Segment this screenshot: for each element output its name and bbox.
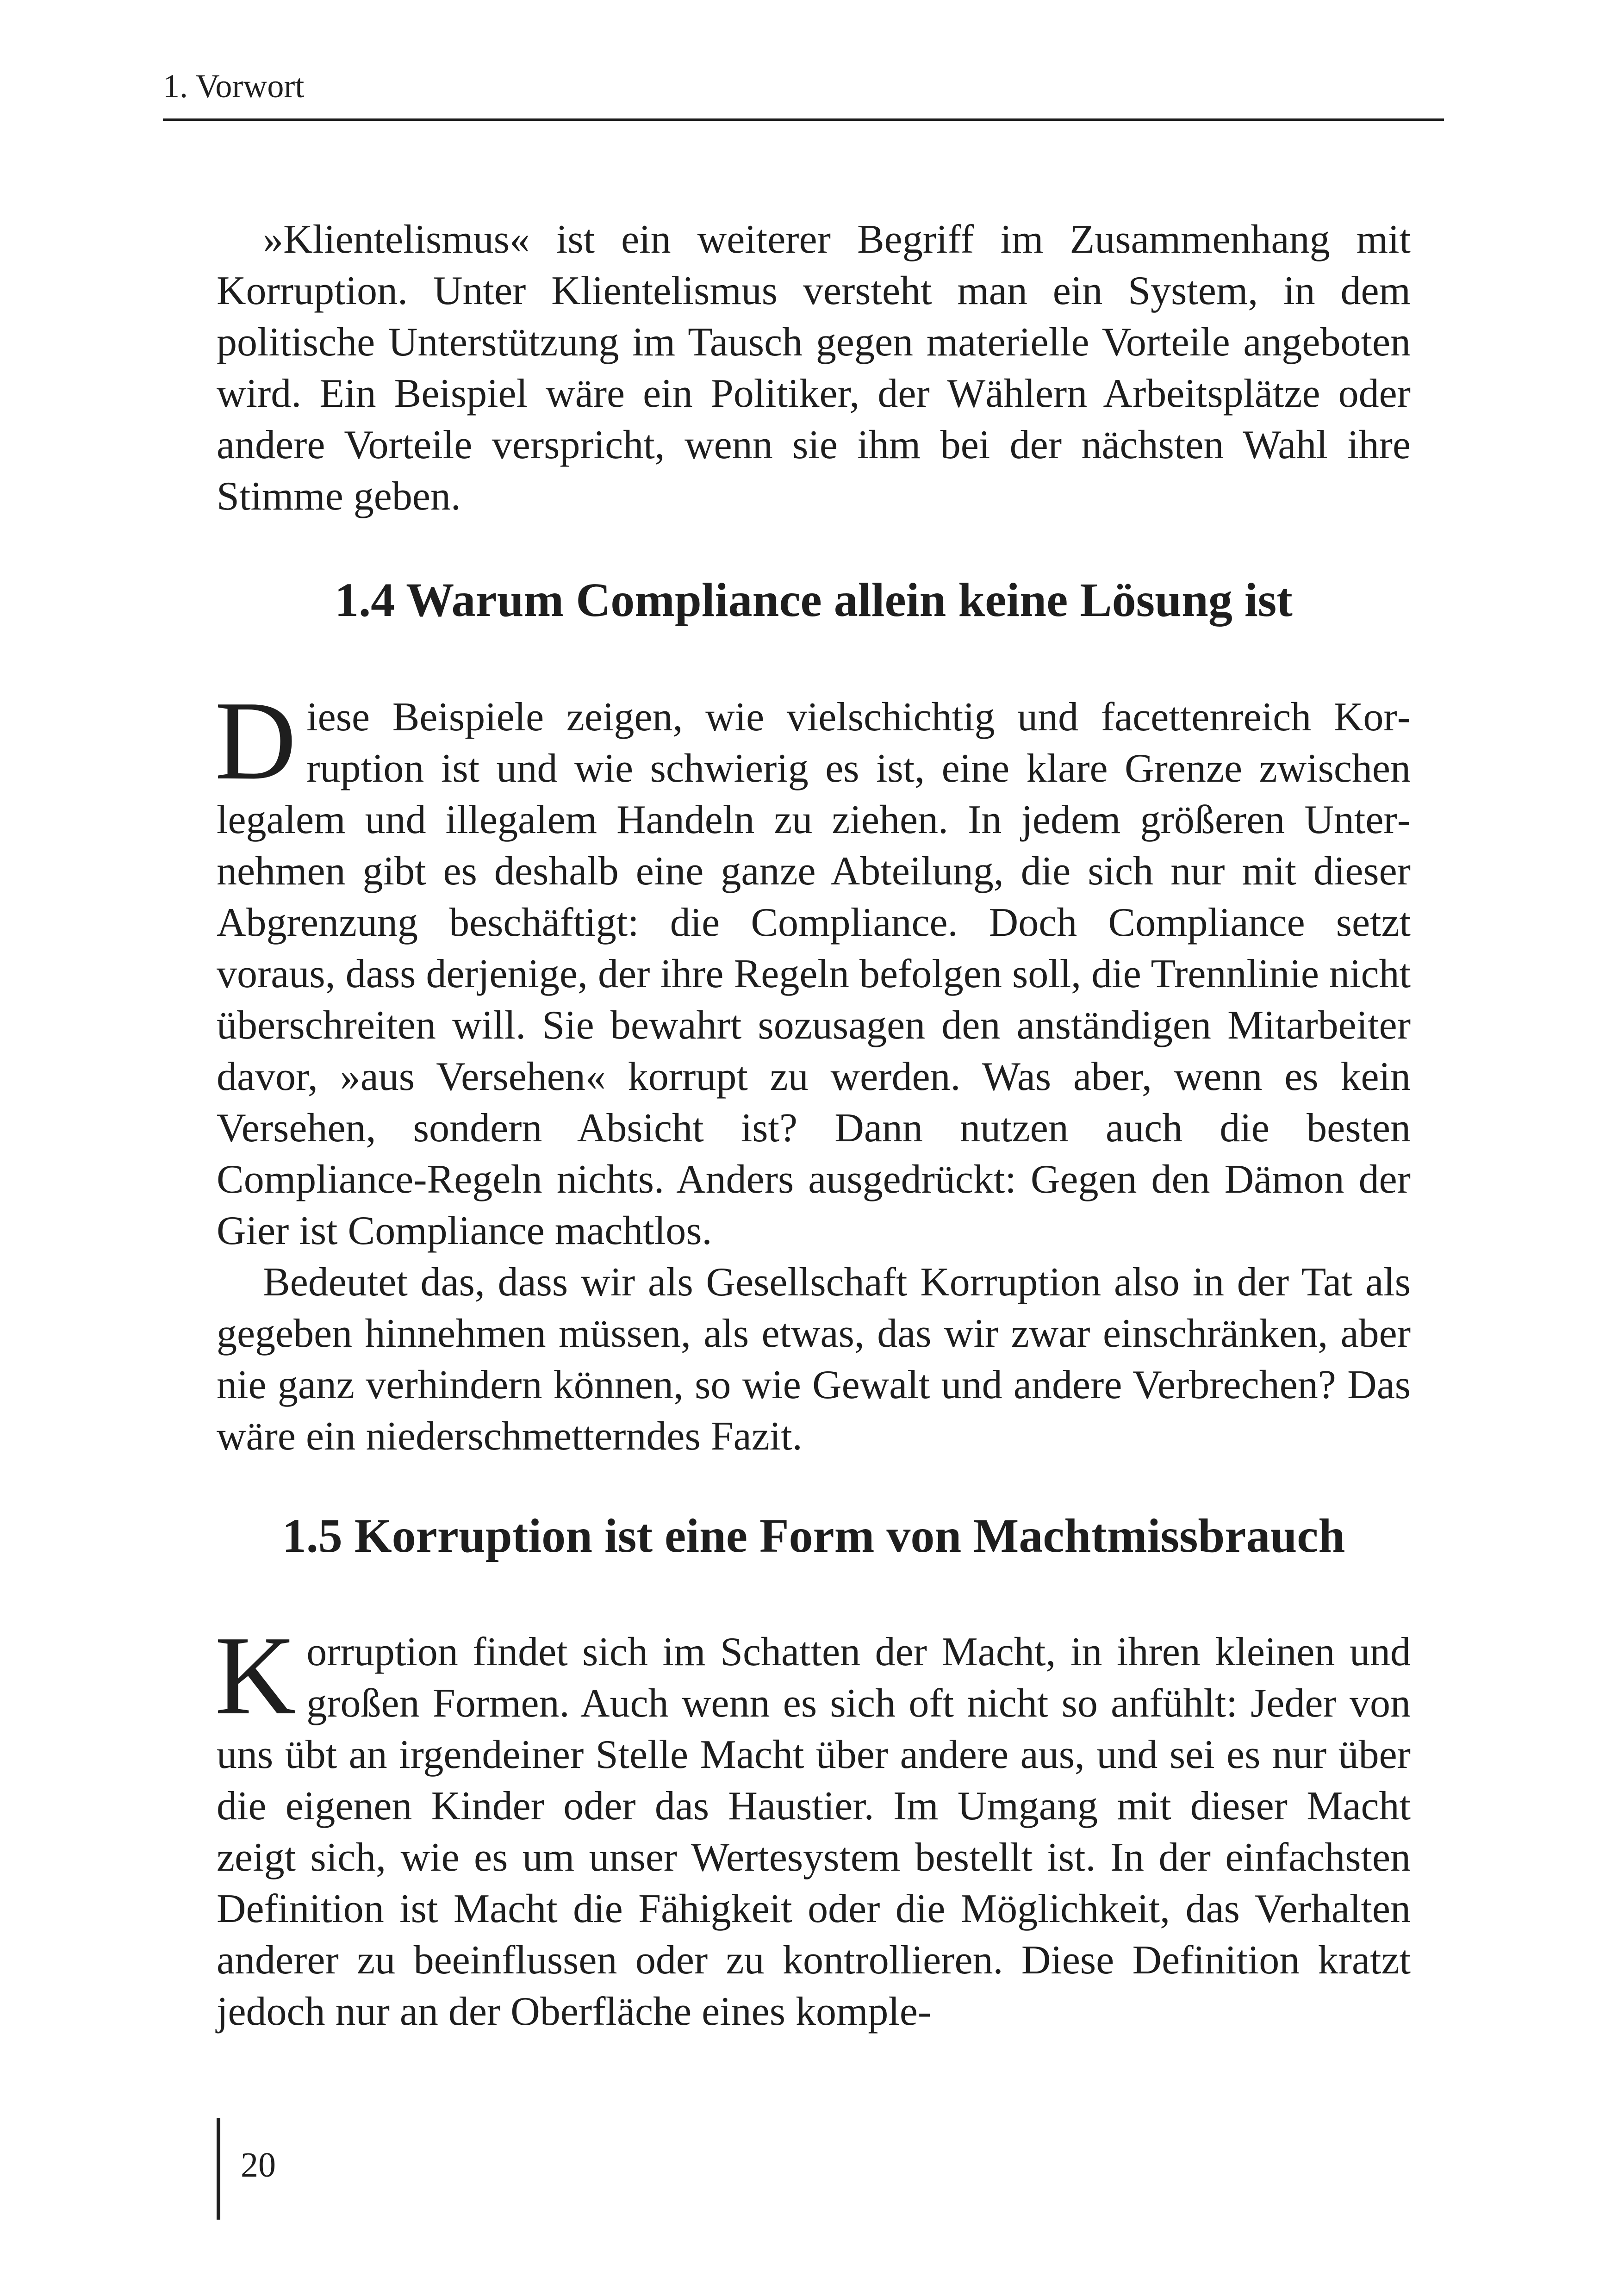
header-rule <box>163 118 1444 121</box>
running-head: 1. Vorwort <box>163 68 305 105</box>
paragraph-compliance-text: iese Beispiele zeigen, wie vielschichtig und facettenreich Korruption ist und wie schwierig es ist, eine klare Grenze zwischen legalem und illegalem Handeln zu ziehen. In jedem größeren Unternehmen gibt es deshalb eine ganze Abteilung, die sich nur mit dieser Abgrenzung beschäftigt: die Compliance. Doch Compliance setzt voraus, dass derjenige, der ihre Regeln befolgen soll, die Trennlinie nicht überschreiten will. Sie bewahrt sozusagen den anständigen Mitarbeiter davor, »aus Versehen« korrupt zu werden. Was aber, wenn es kein Versehen, sondern Absicht ist? Dann nutzen auch die besten Compliance-Regeln nichts. Anders ausgedrückt: Gegen den Dämon der Gier ist Compliance machtlos. <box>217 695 1411 1253</box>
section-1-5-text-block <box>215 1613 1411 2037</box>
dropcap-letter: K <box>215 1613 297 1738</box>
paragraph-klientelismus: »Klientelismus« ist ein weiterer Begriff im Zusammenhang mit Korruption. Unter Klientelismus versteht man ein System, in dem politische Unterstützung im Tausch gegen materielle Vorteile angeboten wird. Ein Beispiel wäre ein Politiker, der Wählern Arbeitsplätze oder andere Vorteile verspricht, wenn sie ihm bei der nächsten Wahl ihre Stimme geben. <box>217 217 1411 519</box>
dropcap-letter: D <box>215 678 297 803</box>
paragraph-compliance <box>215 678 1411 1257</box>
folio-rule <box>217 2118 220 2220</box>
section-heading-1-4: 1.4 Warum Compliance allein keine Lösung ist <box>335 573 1293 627</box>
intro-text-block <box>217 214 1411 522</box>
paragraph-macht <box>215 1613 1411 2037</box>
paragraph-macht-text: orruption findet sich im Schatten der Macht, in ihren kleinen und großen Formen. Auch wenn es sich oft nicht so anfühlt: Jeder von uns übt an irgendeiner Stelle Macht über andere aus, und sei es nur über die eigenen Kinder oder das Haustier. Im Umgang mit dieser Macht zeigt sich, wie es um unser Wertesystem bestellt ist. In der einfachsten Definition ist Macht die Fähigkeit oder die Möglichkeit, das Verhalten anderer zu beeinflussen oder zu kontrollieren. Diese Definition kratzt jedoch nur an der Oberfläche eines komple- <box>217 1630 1411 2034</box>
page-number: 20 <box>241 2146 276 2184</box>
section-heading-1-5: 1.5 Korruption ist eine Form von Machtmissbrauch <box>282 1509 1345 1562</box>
paragraph-fazit: Bedeutet das, dass wir als Gesellschaft Korruption also in der Tat als gegeben hinnehmen müssen, als etwas, das wir zwar einschränken, aber nie ganz verhindern können, so wie Gewalt und andere Verbrechen? Das wäre ein niederschmetterndes Fazit. <box>217 1260 1411 1459</box>
section-1-4-text-block <box>215 678 1411 1462</box>
